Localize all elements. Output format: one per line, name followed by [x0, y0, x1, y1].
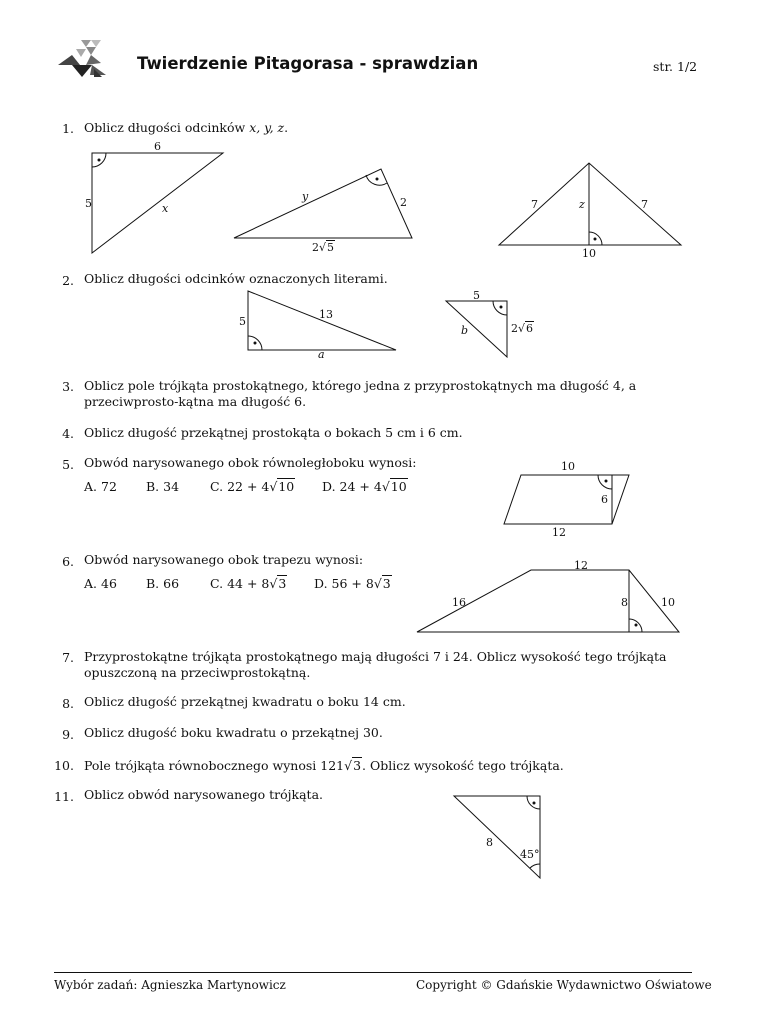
- footer-author: Wybór zadań: Agnieszka Martynowicz: [54, 978, 286, 992]
- t1c-z-label: z: [579, 198, 585, 211]
- t2a-base-label: a: [318, 348, 325, 361]
- footer-copyright: Copyright © Gdańskie Wydawnictwo Oświatowe: [416, 978, 712, 992]
- t1a-top-label: 6: [154, 140, 161, 153]
- task-7-text: Przyprostokątne trójkąta prostokątnego mają długości 7 i 24. Oblicz wysokość tego trójkąta opuszczoną na przeciwprostokątną.: [84, 649, 667, 680]
- task5-option-b: B. 34: [146, 479, 180, 494]
- t2a-hyp-label: 13: [319, 308, 333, 321]
- t1b-y-label: y: [302, 190, 309, 203]
- t11-triangle: [454, 796, 540, 878]
- t2b-top-label: 5: [473, 289, 480, 302]
- task-number: 1.: [62, 121, 74, 136]
- task-number: 5.: [62, 457, 74, 472]
- t6-top-label: 12: [574, 559, 588, 572]
- task6-option-a: A. 46: [84, 576, 117, 591]
- task-number: 7.: [62, 650, 74, 665]
- task-3-text: Oblicz pole trójkąta prostokątnego, którego jedna z przyprostokątnych ma długość 4, a przeciwprosto-kątna ma długość 6.: [84, 378, 637, 409]
- task6-option-d: D. 56 + 8√3: [314, 576, 391, 591]
- task-2-text: Oblicz długości odcinków oznaczonych literami.: [84, 271, 388, 286]
- t2-triangle-b: [446, 301, 507, 357]
- task-number: 2.: [62, 273, 74, 288]
- page-number: str. 1/2: [653, 59, 698, 74]
- t5-height-label: 6: [601, 493, 608, 506]
- task5-option-a: A. 72: [84, 479, 117, 494]
- task6-option-c: C. 44 + 8√3: [210, 576, 287, 591]
- t1b-base-label: 2√5: [312, 241, 335, 254]
- t1-triangle-b: [234, 169, 412, 238]
- t1b-side-label: 2: [400, 196, 407, 209]
- task-4-text: Oblicz długość przekątnej prostokąta o bokach 5 cm i 6 cm.: [84, 425, 463, 440]
- task6-option-b: B. 66: [146, 576, 180, 591]
- task-10-text: Pole trójkąta równobocznego wynosi 121√3. Oblicz wysokość tego trójkąta.: [84, 758, 564, 773]
- task-9-text: Oblicz długość boku kwadratu o przekątnej 30.: [84, 725, 383, 740]
- task5-option-c: C. 22 + 4√10: [210, 479, 295, 494]
- task-5-text: Obwód narysowanego obok równoległoboku wynosi:: [84, 455, 417, 470]
- t5-bottom-label: 12: [552, 526, 566, 539]
- t6-height-label: 8: [621, 596, 628, 609]
- t2a-left-label: 5: [239, 315, 246, 328]
- task-6-text: Obwód narysowanego obok trapezu wynosi:: [84, 552, 364, 567]
- task-number: 8.: [62, 696, 74, 711]
- task-8-text: Oblicz długość przekątnej kwadratu o boku 14 cm.: [84, 694, 406, 709]
- t2b-b-label: b: [461, 324, 469, 337]
- t6-right-label: 10: [661, 596, 675, 609]
- task-number: 6.: [62, 554, 74, 569]
- t11-hyp-label: 8: [486, 836, 493, 849]
- t2b-right-label: 2√6: [511, 322, 534, 335]
- task-number: 3.: [62, 379, 74, 394]
- task-number: 10.: [54, 758, 74, 773]
- t1-triangle-a: [92, 153, 223, 253]
- page-title: Twierdzenie Pitagorasa - sprawdzian: [137, 54, 479, 73]
- t1c-right-label: 7: [641, 198, 648, 211]
- footer-divider: [54, 972, 692, 973]
- t6-left-label: 16: [452, 596, 466, 609]
- task5-option-d: D. 24 + 4√10: [322, 479, 407, 494]
- t1c-left-label: 7: [531, 198, 538, 211]
- task-11-text: Oblicz obwód narysowanego trójkąta.: [84, 787, 323, 802]
- task-number: 11.: [54, 789, 74, 804]
- task-number: 9.: [62, 727, 74, 742]
- t1a-left-label: 5: [85, 197, 92, 210]
- t11-angle-label: 45°: [520, 848, 540, 861]
- task-number: 4.: [62, 426, 74, 441]
- t5-parallelogram: [504, 475, 629, 524]
- t1c-base-label: 10: [582, 247, 596, 260]
- task-1-text: Oblicz długości odcinków x, y, z.: [84, 120, 289, 135]
- t1-triangle-c: [499, 163, 681, 245]
- t1a-hyp-label: x: [162, 202, 169, 215]
- t5-top-label: 10: [561, 460, 575, 473]
